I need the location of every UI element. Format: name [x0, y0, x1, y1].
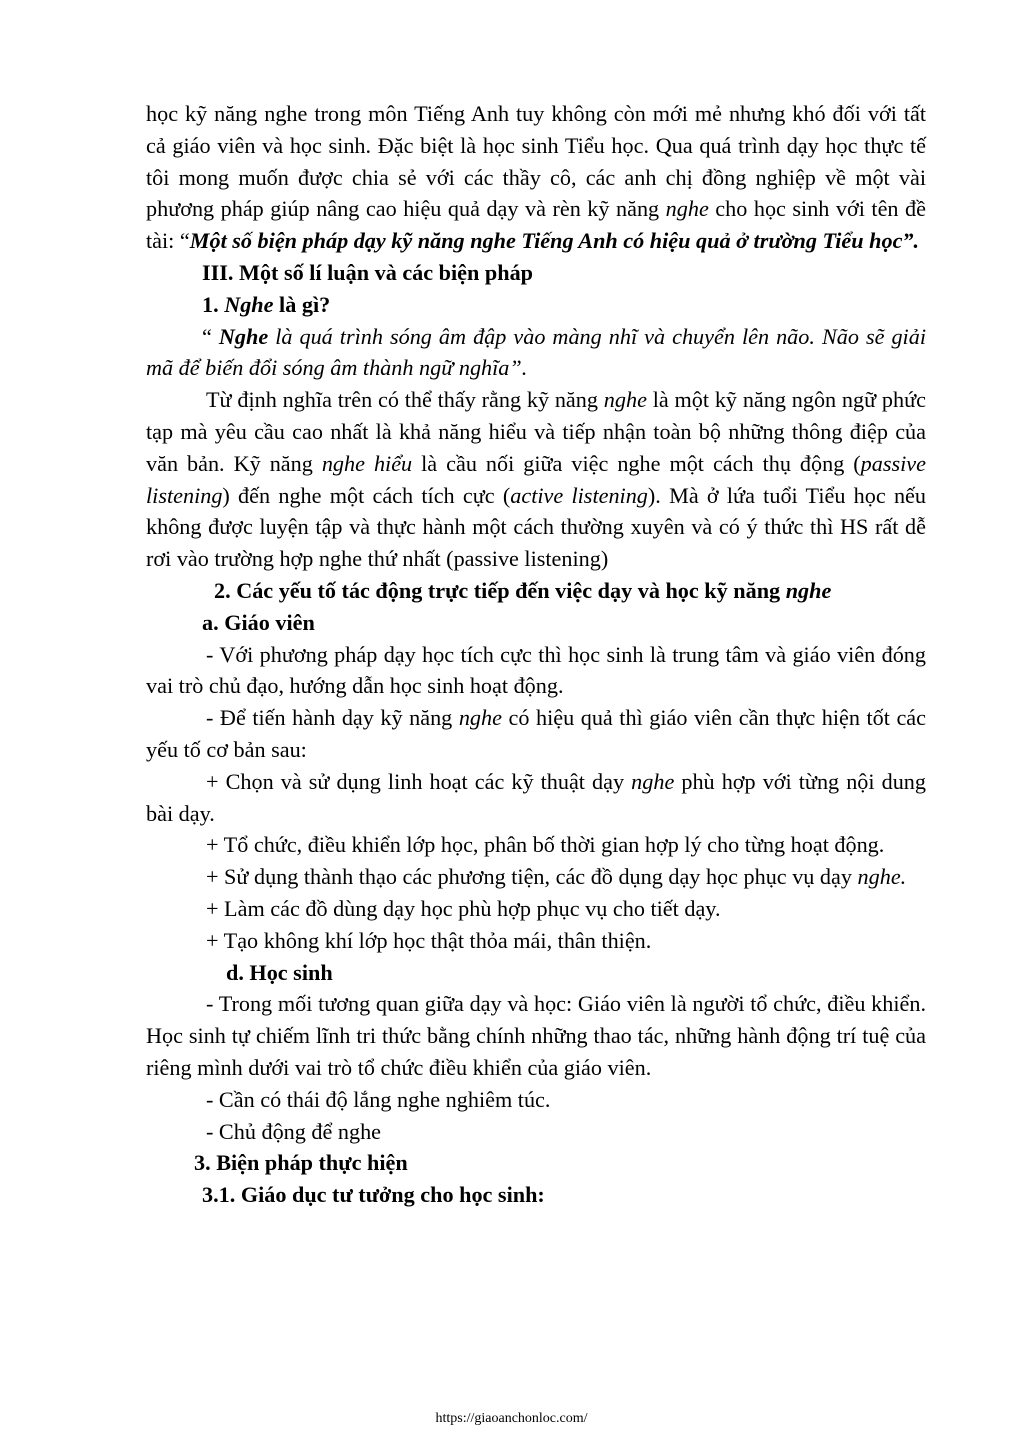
teacher-item-5: + Sử dụng thành thạo các phương tiện, các đồ dụng dạy học phục vụ dạy nghe.	[206, 864, 907, 890]
heading-3: 3. Biện pháp thực hiện	[194, 1150, 408, 1176]
intro-paragraph: học kỹ năng nghe trong môn Tiếng Anh tuy không còn mới mẻ nhưng khó đối với tất cả giáo viên và học sinh. Đặc biệt là học sinh Tiểu học. Qua quá trình dạy học thực tế tôi mong muốn được chia sẻ với các thầy cô, các anh chị đồng nghiệp về một vài phương pháp giúp nâng cao hiệu quả dạy và rèn kỹ năng nghe cho học sinh với tên đề tài: “Một số biện pháp dạy kỹ năng nghe Tiếng Anh có hiệu quả ở trường Tiểu học”.	[146, 101, 926, 254]
footer-url: https://giaoanchonloc.com/	[435, 1411, 588, 1426]
teacher-item-4: + Tổ chức, điều khiển lớp học, phân bố thời gian hợp lý cho từng hoạt động.	[206, 832, 885, 858]
student-item-1: - Trong mối tương quan giữa dạy và học: Giáo viên là người tổ chức, điều khiển. Học sinh tự chiếm lĩnh tri thức bằng chính những thao tác, những hành động trí tuệ của riêng mình dưới vai trò tổ chức điều khiển của giáo viên.	[146, 991, 926, 1080]
heading-d-student: d. Học sinh	[226, 959, 333, 985]
teacher-item-2: - Để tiến hành dạy kỹ năng nghe có hiệu quả thì giáo viên cần thực hiện tốt các yếu tố cơ bản sau:	[146, 705, 926, 762]
teacher-item-3: + Chọn và sử dụng linh hoạt các kỹ thuật dạy nghe phù hợp với từng nội dung bài dạy.	[146, 768, 926, 826]
teacher-item-7: + Tạo không khí lớp học thật thỏa mái, thân thiện.	[206, 927, 652, 953]
heading-2: 2. Các yếu tố tác động trực tiếp đến việc dạy và học kỹ năng nghe	[214, 577, 832, 603]
teacher-item-1: - Với phương pháp dạy học tích cực thì học sinh là trung tâm và giáo viên đóng vai trò chủ đạo, hướng dẫn học sinh hoạt động.	[146, 641, 926, 699]
heading-1: 1. Nghe là gì?	[202, 291, 331, 317]
heading-a-teacher: a. Giáo viên	[202, 609, 315, 635]
explanation-paragraph: Từ định nghĩa trên có thể thấy rằng kỹ năng nghe là một kỹ năng ngôn ngữ phức tạp mà yêu cầu cao nhất là khả năng hiểu và tiếp nhận toàn bộ những thông điệp của văn bản. Kỹ năng nghe hiểu là cầu nối giữa việc nghe một cách thụ động (passive listening) đến nghe một cách tích cực (active listening). Mà ở lứa tuổi Tiểu học nếu không được luyện tập và thực hành một cách thường xuyên và có ý thức thì HS rất dễ rơi vào trường hợp nghe thứ nhất (passive listening)	[146, 387, 926, 572]
heading-3-1: 3.1. Giáo dục tư tưởng cho học sinh:	[202, 1182, 545, 1208]
definition-paragraph: “ Nghe là quá trình sóng âm đập vào màng nhĩ và chuyển lên não. Não sẽ giải mã để biến đổi sóng âm thành ngữ nghĩa”.	[146, 323, 926, 381]
student-item-2: - Cần có thái độ lắng nghe nghiêm túc.	[206, 1086, 551, 1112]
student-item-3: - Chủ động để nghe	[206, 1118, 382, 1144]
section-3-heading: III. Một số lí luận và các biện pháp	[202, 259, 534, 285]
teacher-item-6: + Làm các đồ dùng dạy học phù hợp phục vụ cho tiết dạy.	[206, 895, 721, 921]
topic-title: Một số biện pháp dạy kỹ năng nghe Tiếng Anh có hiệu quả ở trường Tiểu học”.	[189, 228, 920, 254]
document-page	[146, 98, 926, 1211]
